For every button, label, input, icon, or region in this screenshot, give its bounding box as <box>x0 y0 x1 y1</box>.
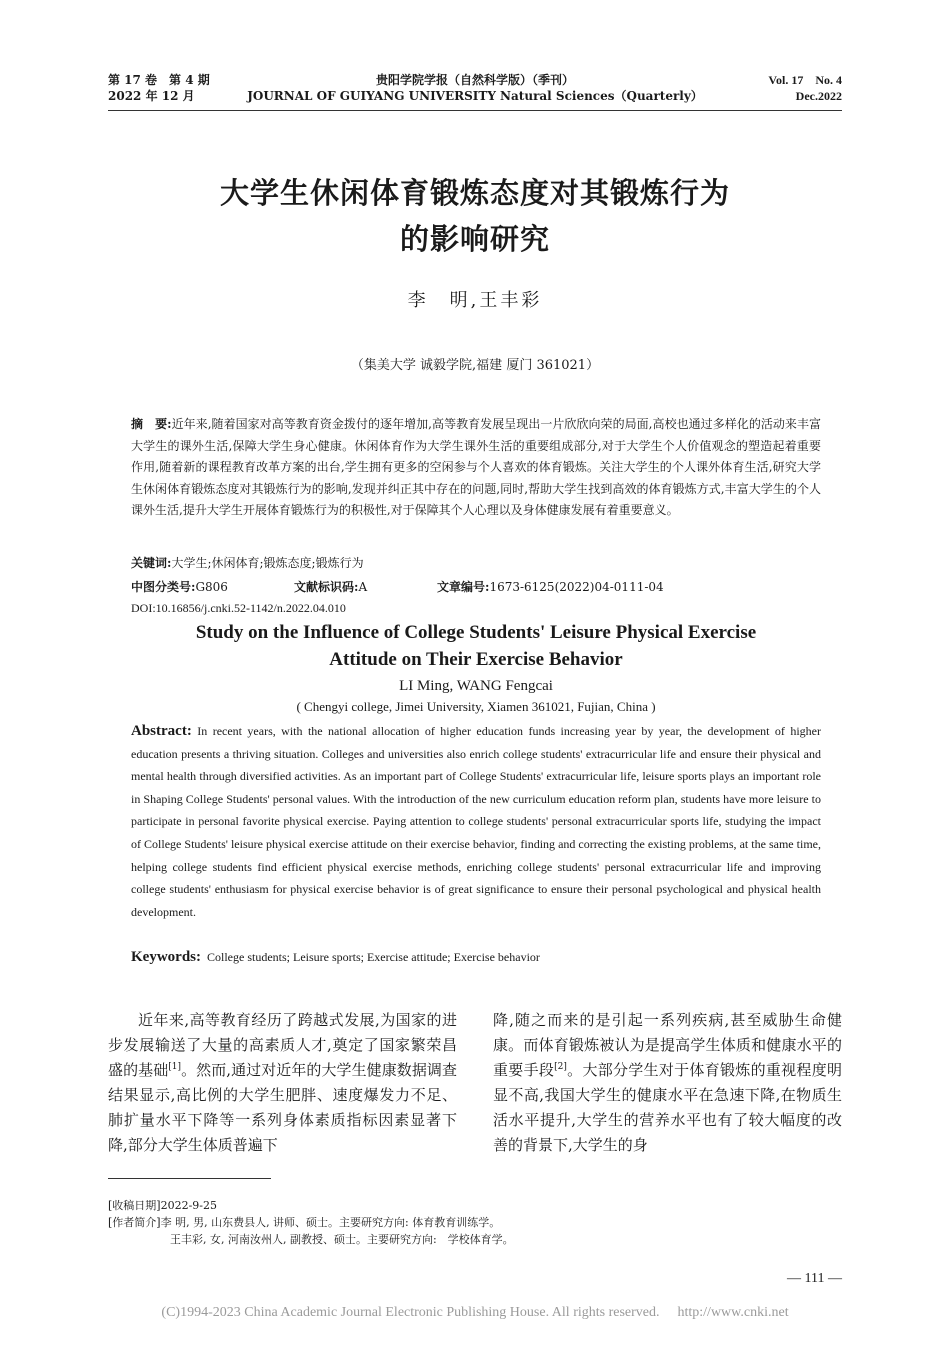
doc-code-cell <box>294 578 367 596</box>
clc-label: 中图分类号: <box>131 580 196 594</box>
copyright-url[interactable]: http://www.cnki.net <box>677 1305 789 1320</box>
header-journal-block <box>220 72 730 104</box>
footnote-rule <box>108 1178 271 1179</box>
doc-code-label: 文献标识码: <box>294 580 359 594</box>
title-cn-line-1: 大学生休闲体育锻炼态度对其锻炼行为 <box>219 176 730 210</box>
footnotes <box>108 1197 514 1248</box>
body-left-text-b: 。然而,通过对近年的大学生健康数据调查结果显示,高比例的大学生肥胖、速度爆发力不足、肺扩量水平下降等一系列身体素质指标因素显著下降,部分大学生体质普遍下 <box>108 1061 457 1154</box>
keywords-cn <box>131 554 821 572</box>
abstract-cn-label: 摘 要: <box>131 417 172 431</box>
header-vol-block <box>768 72 842 104</box>
copyright-text: (C)1994-2023 China Academic Journal Electronic Publishing House. All rights reserved. <box>161 1305 660 1320</box>
header-journal-en: JOURNAL OF GUIYANG UNIVERSITY Natural Sciences（Quarterly） <box>247 89 703 103</box>
abstract-cn-text: 近年来,随着国家对高等教育资金拨付的逐年增加,高等教育发展呈现出一片欣欣向荣的局面,高校也通过多样化的活动来丰富大学生的课外生活,保障大学生身心健康。休闲体育作为大学生课外生活的重要组成部分,对于大学生个人价值观念的塑造起着重要作用,随着新的课程教育改革方案的出台,学生拥有更多的空闲参与个人喜欢的体育锻炼。关注大学生的个人课外体育生活,研究大学生休闲体育锻炼态度对其锻炼行为的影响,发现并纠正其中存在的问题,同时,帮助大学生找到高效的体育锻炼方式,丰富大学生的个人课外生活,提升大学生开展体育锻炼行为的积极性,对于保障其个人心理以及身体健康发展有着重要意义。 <box>131 417 821 517</box>
authors-en: LI Ming, WANG Fengcai <box>399 678 553 694</box>
body-right-text-a: 降,随之而来的是引起一系列疾病,甚至威胁生命健康。而体育锻炼被认为是提高学生体质和健康水平的重要手段 <box>493 1011 842 1079</box>
keywords-cn-label: 关键词: <box>131 556 172 570</box>
citation-1[interactable]: [1] <box>168 1062 182 1072</box>
header-journal-cn: 贵阳学院学报（自然科学版）（季刊） <box>375 73 574 87</box>
title-cn-line-2: 的影响研究 <box>399 222 550 256</box>
affiliation-en: ( Chengyi college, Jimei University, Xiamen 361021, Fujian, China ) <box>296 699 656 714</box>
header-volume-block <box>108 72 210 104</box>
abstract-en-text: In recent years, with the national allocation of higher education funds increasing year by year, the development of higher education presents a thriving situation. Colleges and universities also enrich college students' extracurricular life and ensure their physical and mental health through diversified activities. As an important part of College Students' extracurricular life, leisure sports plays an important role in Shaping College Students' personal values. With the introduction of the new curriculum education reform plan, students have more leisure to participate in personal favorite physical exercise. Paying attention to college students' personal extracurricular sports life, studying the impact of College Students' leisure physical exercise attitude on their exercise behavior, finding and correcting the existing problems, at the same time, helping college students find efficient physical exercise methods, enriching college students' personal extracurricular life and improving college students' enthusiasm for physical exercise behavior is of great significance to ensure their personal psychological and physical health development. <box>131 724 821 919</box>
footnote-received: [收稿日期]2022-9-25 <box>108 1199 218 1212</box>
keywords-en-text: College students; Leisure sports; Exercise attitude; Exercise behavior <box>207 950 540 964</box>
footnote-author-2: 王丰彩, 女, 河南汝州人, 副教授、硕士。主要研究方向: 学校体育学。 <box>170 1233 514 1246</box>
paper-title-cn <box>108 170 842 262</box>
abstract-en-label: Abstract: <box>131 723 192 739</box>
paper-title-en <box>131 619 821 673</box>
keywords-en-label: Keywords: <box>131 949 201 965</box>
body-right-text-b: 。大部分学生对于体育锻炼的重视程度明显不高,我国大学生的健康水平在急速下降,在物质生活水平提升,大学生的营养水平也有了较大幅度的改善的背景下,大学生的身 <box>493 1061 842 1154</box>
article-no-value: 1673-6125(2022)04-0111-04 <box>489 580 664 594</box>
authors-cn: 李 明,王丰彩 <box>407 290 543 311</box>
header-rule <box>108 110 842 111</box>
article-no-label: 文章编号: <box>437 580 490 594</box>
clc-value: G806 <box>195 580 228 594</box>
clc-cell <box>131 578 228 596</box>
page-number: — 111 — <box>787 1271 842 1286</box>
doc-code-value: A <box>358 580 368 594</box>
keywords-cn-text: 大学生;休闲体育;锻炼态度;锻炼行为 <box>171 556 364 570</box>
header-volume-issue: 第 17 卷 第 4 期 <box>108 73 210 87</box>
footnote-author-1: [作者简介]李 明, 男, 山东费县人, 讲师、硕士。主要研究方向: 体育教育训练学。 <box>108 1216 501 1229</box>
article-no-cell <box>437 578 664 596</box>
affiliation-cn: （集美大学 诚毅学院,福建 厦门 361021） <box>350 358 600 373</box>
header-date-en: Dec.2022 <box>795 89 842 103</box>
copyright-watermark <box>0 1303 950 1323</box>
title-en-line-1: Study on the Influence of College Students' Leisure Physical Exercise <box>195 622 757 643</box>
doi[interactable]: DOI:10.16856/j.cnki.52-1142/n.2022.04.010 <box>131 601 346 615</box>
body-column-left <box>108 1008 457 1158</box>
body-column-right <box>493 1008 842 1158</box>
body-left-text-a: 近年来,高等教育经历了跨越式发展,为国家的进步发展输送了大量的高素质人才,奠定了国家繁荣昌盛的基础 <box>108 1011 457 1079</box>
keywords-en <box>131 947 821 967</box>
abstract-cn <box>131 414 821 522</box>
citation-2[interactable]: [2] <box>554 1062 567 1072</box>
abstract-en <box>131 720 821 923</box>
header-vol-no: Vol. 17 No. 4 <box>768 73 842 87</box>
title-en-line-2: Attitude on Their Exercise Behavior <box>329 649 623 670</box>
header-date-cn: 2022 年 12 月 <box>108 89 195 103</box>
